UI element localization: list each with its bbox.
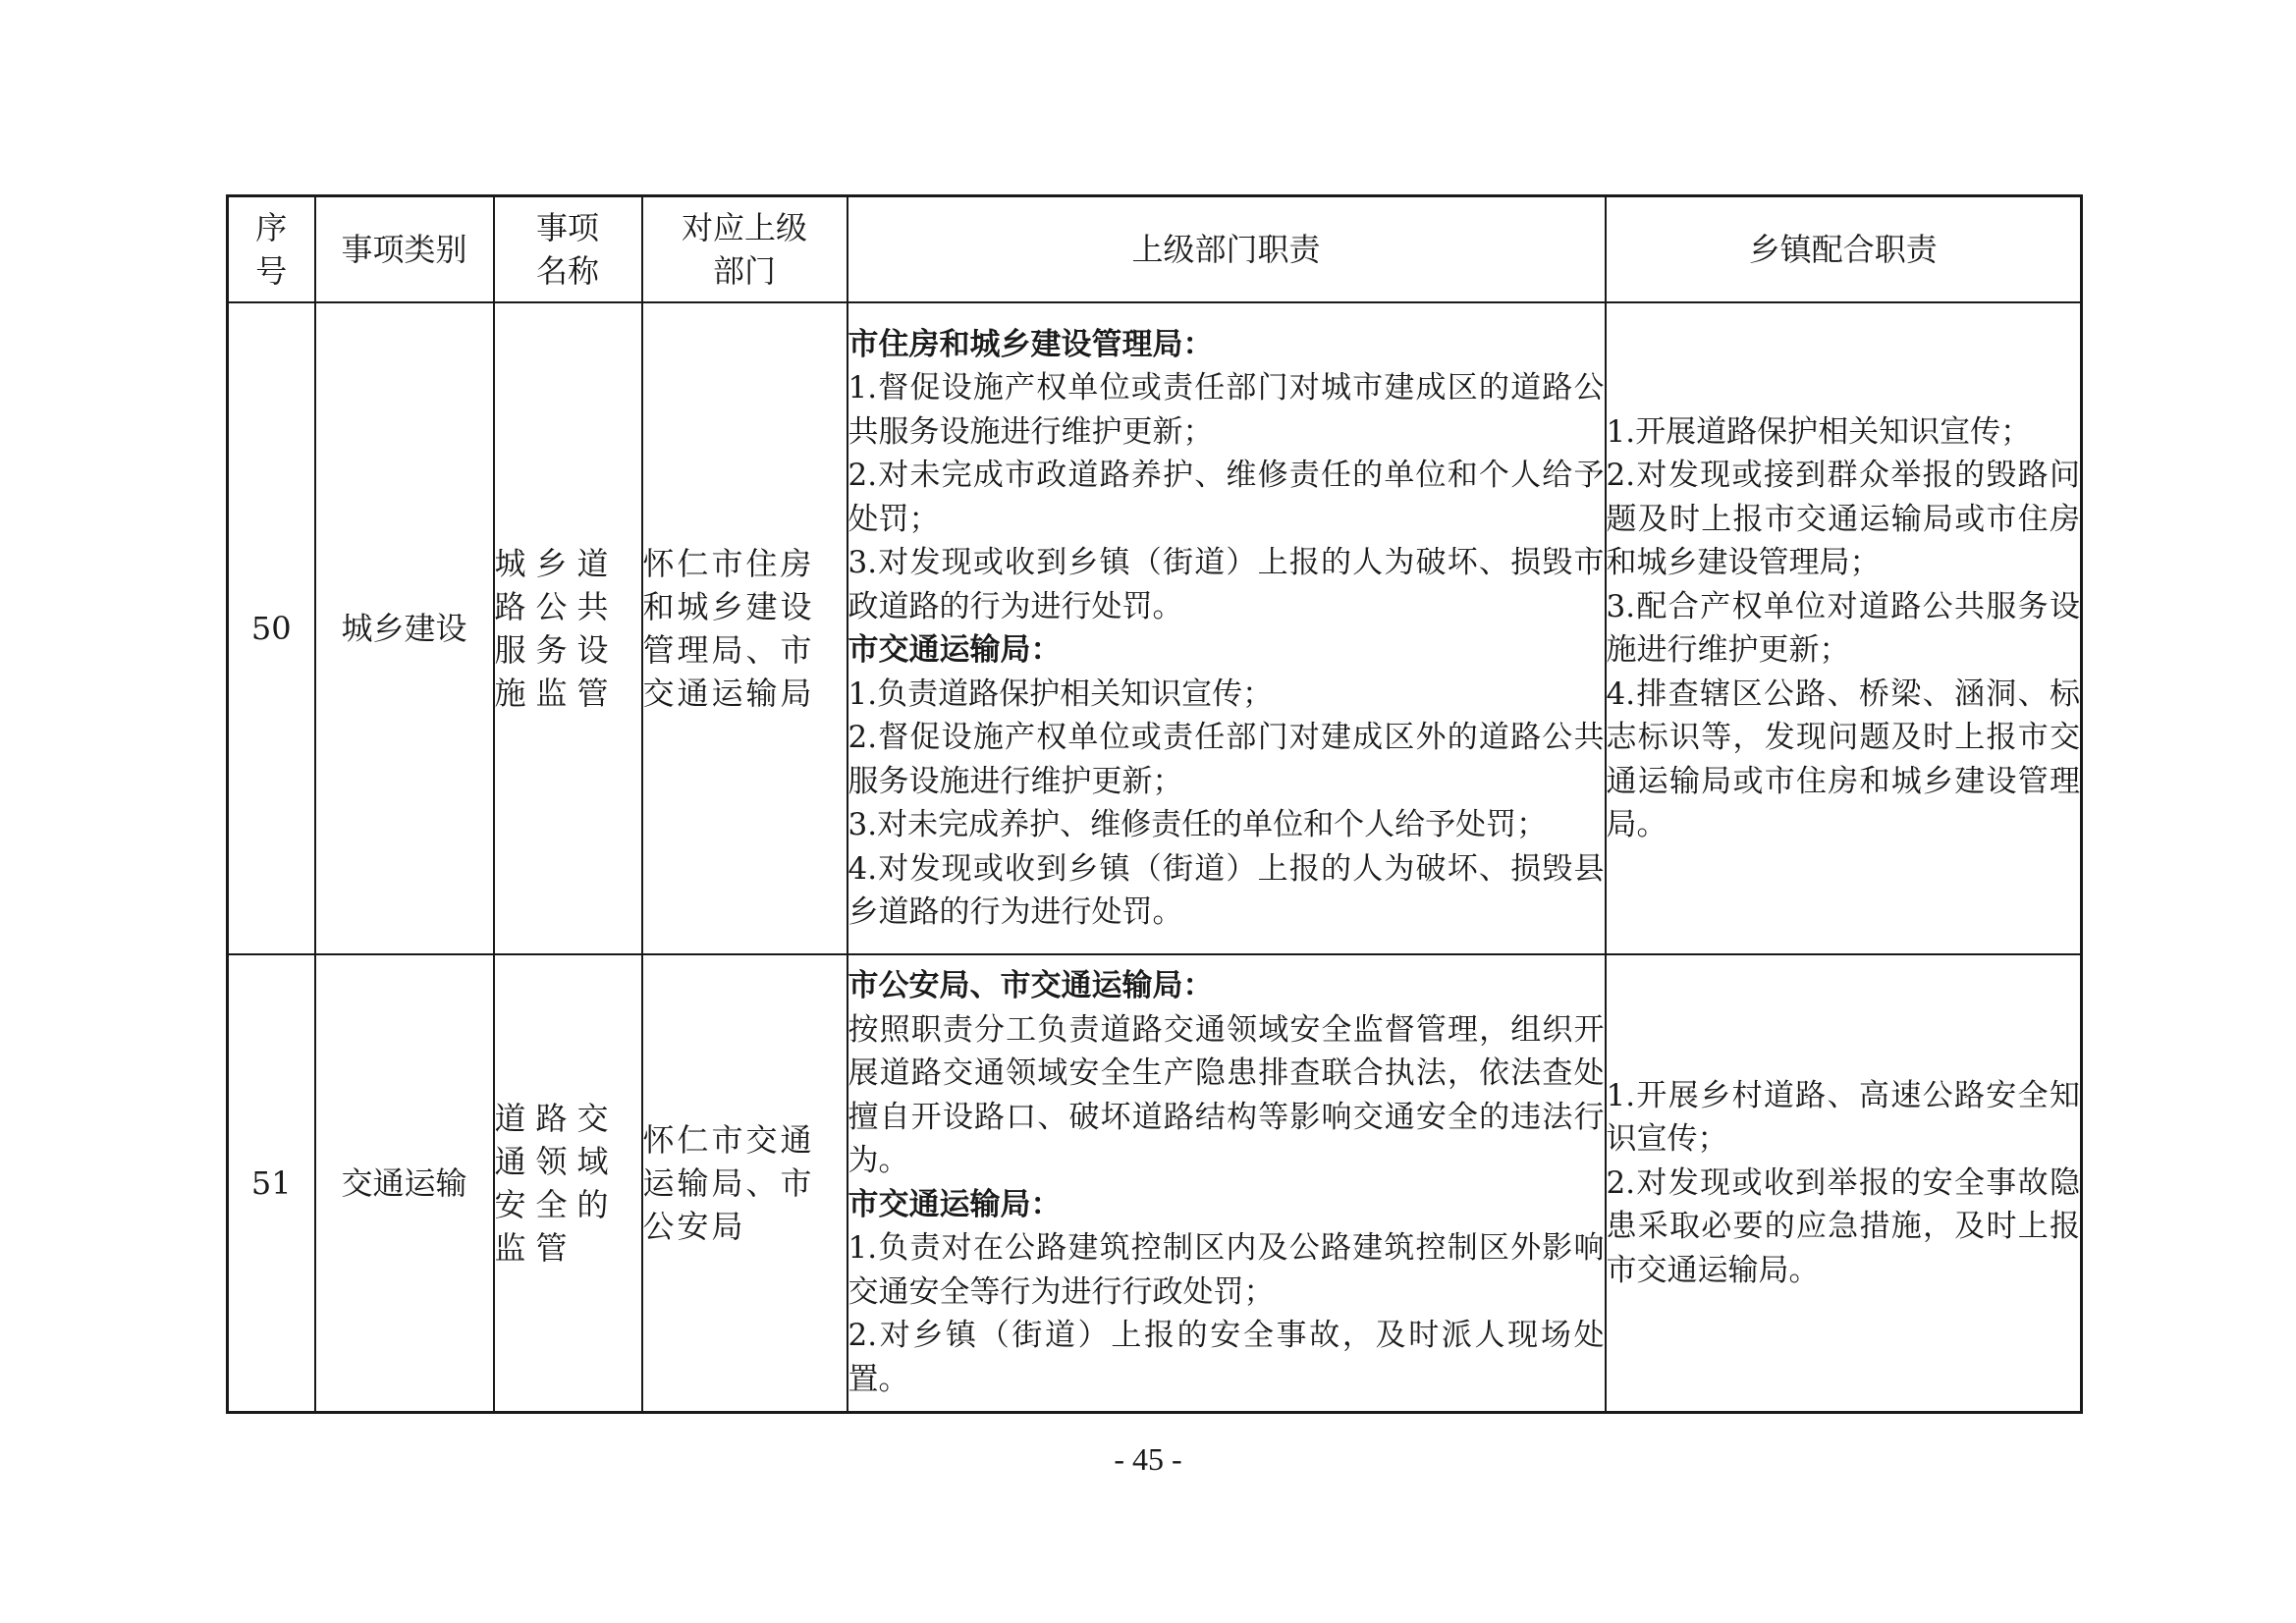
coop-item: 2.对发现或接到群众举报的毁路问题及时上报市交通运输局或市住房和城乡建设管理局； xyxy=(1606,458,2080,580)
cell-superior-dept: 怀仁市交通 运输局、市 公安局 xyxy=(642,954,847,1412)
table-header-row xyxy=(228,196,2082,303)
cell-seq: 50 xyxy=(228,302,315,954)
cell-item-name: 城乡道 路公共 服务设 施监管 xyxy=(494,302,642,954)
duty-item: 2.对未完成市政道路养护、维修责任的单位和个人给予处罚； xyxy=(847,458,1605,537)
dept-heading: 市交通运输局： xyxy=(847,632,1062,668)
header-item-name: 事项 名称 xyxy=(494,196,642,303)
cell-item-name: 道路交 通领域 安全的 监管 xyxy=(494,954,642,1412)
dept-heading: 市公安局、市交通运输局： xyxy=(847,968,1214,1004)
duty-item: 2.督促设施产权单位或责任部门对建成区外的道路公共服务设施进行维护更新； xyxy=(847,720,1605,799)
coop-item: 4.排查辖区公路、桥梁、涵洞、标志标识等，发现问题及时上报市交通运输局或市住房和城乡建设管理局。 xyxy=(1606,676,2080,842)
duty-item: 1.负责对在公路建筑控制区内及公路建筑控制区外影响交通安全等行为进行行政处罚； xyxy=(847,1230,1605,1310)
table-row xyxy=(228,954,2082,1412)
duty-item: 1.负责道路保护相关知识宣传； xyxy=(847,676,1274,712)
header-township-duty: 乡镇配合职责 xyxy=(1606,196,2082,303)
cell-superior-duty xyxy=(847,954,1606,1412)
duty-item: 4.对发现或收到乡镇（街道）上报的人为破坏、损毁县乡道路的行为进行处罚。 xyxy=(847,850,1605,930)
header-seq: 序 号 xyxy=(228,196,315,303)
cell-category: 交通运输 xyxy=(315,954,494,1412)
coop-item: 2.对发现或收到举报的安全事故隐患采取必要的应急措施，及时上报市交通运输局。 xyxy=(1606,1164,2080,1288)
header-superior-dept: 对应上级 部门 xyxy=(642,196,847,303)
cell-category: 城乡建设 xyxy=(315,302,494,954)
dept-heading: 市住房和城乡建设管理局： xyxy=(847,326,1214,362)
header-superior-duty: 上级部门职责 xyxy=(847,196,1606,303)
coop-item: 1.开展乡村道路、高速公路安全知识宣传； xyxy=(1606,1077,2080,1157)
cell-superior-dept: 怀仁市住房 和城乡建设 管理局、市 交通运输局 xyxy=(642,302,847,954)
duty-item: 1.督促设施产权单位或责任部门对城市建成区的道路公共服务设施进行维护更新； xyxy=(847,370,1605,450)
table-row xyxy=(228,302,2082,954)
cell-superior-duty xyxy=(847,302,1606,954)
duty-table xyxy=(226,194,2083,1414)
coop-item: 3.配合产权单位对道路公共服务设施进行维护更新； xyxy=(1606,588,2080,668)
duty-item: 3.对未完成养护、维修责任的单位和个人给予处罚； xyxy=(847,807,1548,842)
header-category: 事项类别 xyxy=(315,196,494,303)
cell-township-duty xyxy=(1606,302,2082,954)
dept-heading: 市交通运输局： xyxy=(847,1186,1062,1222)
duty-item: 3.对发现或收到乡镇（街道）上报的人为破坏、损毁市政道路的行为进行处罚。 xyxy=(847,545,1605,624)
duty-item: 按照职责分工负责道路交通领域安全监督管理，组织开展道路交通领域安全生产隐患排查联合执法，依法查处擅自开设路口、破坏道路结构等影响交通安全的违法行为。 xyxy=(847,1011,1605,1179)
coop-item: 1.开展道路保护相关知识宣传； xyxy=(1606,413,2032,450)
cell-seq: 51 xyxy=(228,954,315,1412)
duty-item: 2.对乡镇（街道）上报的安全事故，及时派人现场处置。 xyxy=(847,1318,1605,1397)
page-number: - 45 - xyxy=(1114,1441,1182,1477)
cell-township-duty xyxy=(1606,954,2082,1412)
